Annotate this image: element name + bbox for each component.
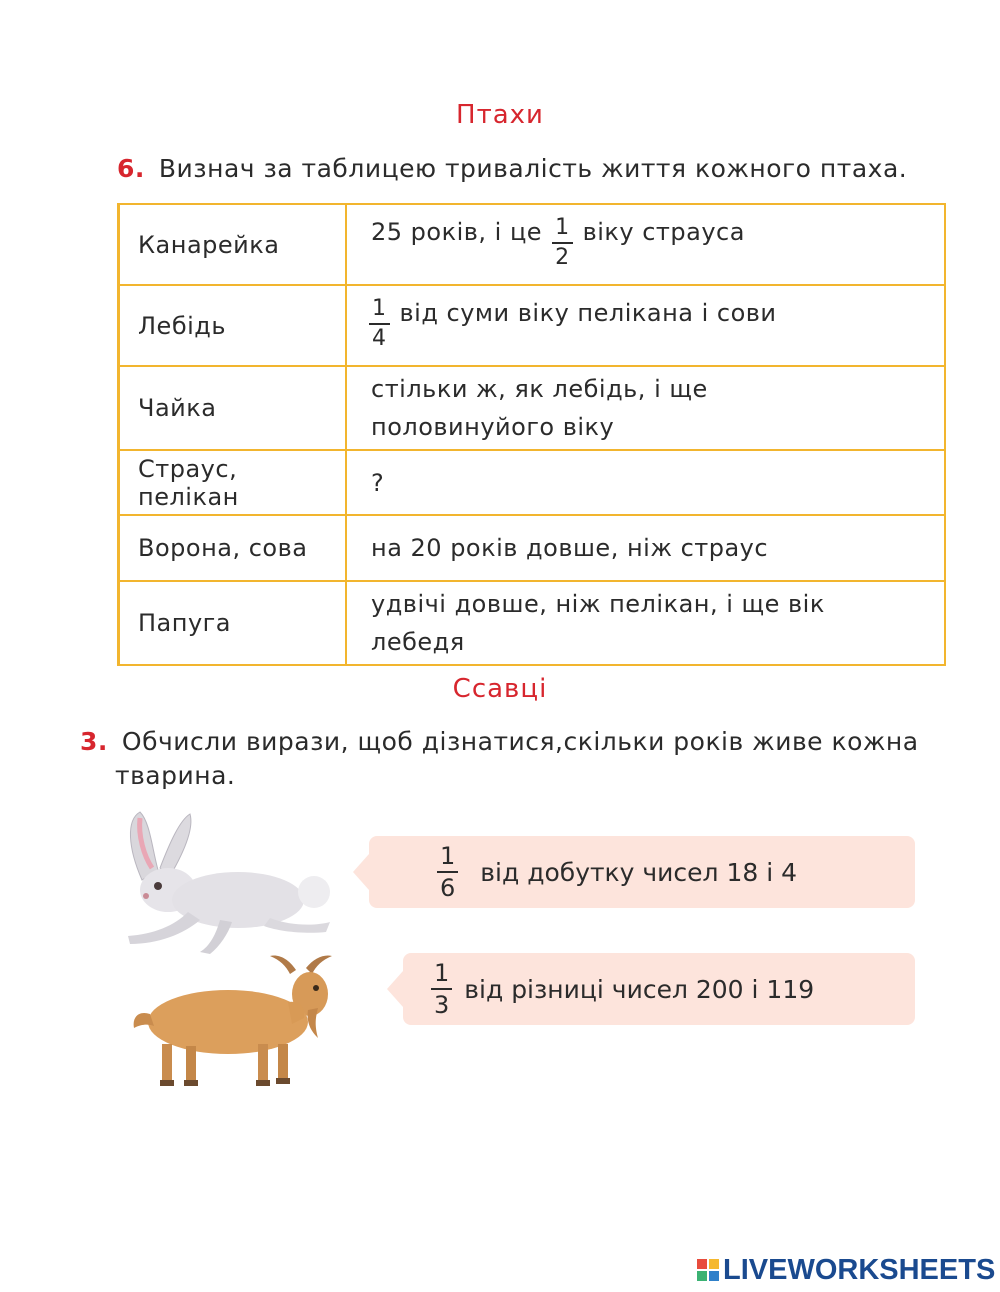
logo-square xyxy=(709,1271,719,1281)
fraction: $\frac{1}{4}$ xyxy=(369,298,390,350)
logo-squares-icon xyxy=(697,1259,719,1281)
bird-lifespan: 25 років, і це $\frac{1}{2}$ віку страуса xyxy=(346,204,945,285)
bird-name: Лебідь xyxy=(119,285,347,366)
fraction: $\frac{1}{6}$ xyxy=(437,844,458,900)
fraction: $\frac{1}{3}$ xyxy=(431,961,452,1017)
birds-task xyxy=(117,152,907,186)
logo-square xyxy=(697,1259,707,1269)
bird-lifespan: ? xyxy=(346,450,945,515)
task-number: 6. xyxy=(117,154,145,183)
logo-text: LIVEWORKSHEETS xyxy=(723,1253,996,1286)
mammals-task xyxy=(80,725,919,793)
table-row xyxy=(119,366,946,450)
logo-square xyxy=(697,1271,707,1281)
table-row xyxy=(119,204,946,285)
mammals-section-title: Ссавці xyxy=(452,674,548,704)
task-text-line1: Обчисли вирази, щоб дізнатися,скільки років живе кожна xyxy=(121,727,919,756)
hare-expression-bubble xyxy=(369,836,915,908)
table-row xyxy=(119,515,946,581)
goat-illustration xyxy=(128,952,346,1092)
bubble-text: від різниці чисел 200 і 119 xyxy=(464,974,815,1004)
bird-name: Папуга xyxy=(119,581,347,665)
task-number: 3. xyxy=(80,727,108,756)
goat-expression-bubble xyxy=(403,953,915,1025)
bird-lifespan: $\frac{1}{4}$ від суми віку пелікана і сови xyxy=(346,285,945,366)
bird-name: Страус, пелікан xyxy=(119,450,347,515)
bubble-text: від добутку чисел 18 і 4 xyxy=(480,857,798,887)
bird-name: Канарейка xyxy=(119,204,347,285)
bird-name: Чайка xyxy=(119,366,347,450)
bird-name: Ворона, сова xyxy=(119,515,347,581)
table-row xyxy=(119,285,946,366)
bird-lifespan: стільки ж, як лебідь, і ще половинуйого віку xyxy=(346,366,945,450)
task-text: Визнач за таблицею тривалість життя кожного птаха. xyxy=(158,154,908,183)
bird-lifespan-table xyxy=(117,203,946,666)
task-text-line2: тварина. xyxy=(115,761,236,790)
birds-section-title: Птахи xyxy=(456,100,544,130)
bird-lifespan: удвічі довше, ніж пелікан, і ще вік лебедя xyxy=(346,581,945,665)
fraction: $\frac{1}{2}$ xyxy=(552,217,573,269)
logo-square xyxy=(709,1259,719,1269)
liveworksheets-logo xyxy=(697,1253,995,1287)
bird-lifespan: на 20 років довше, ніж страус xyxy=(346,515,945,581)
table-row xyxy=(119,450,946,515)
hare-illustration xyxy=(120,808,335,956)
table-row xyxy=(119,581,946,665)
